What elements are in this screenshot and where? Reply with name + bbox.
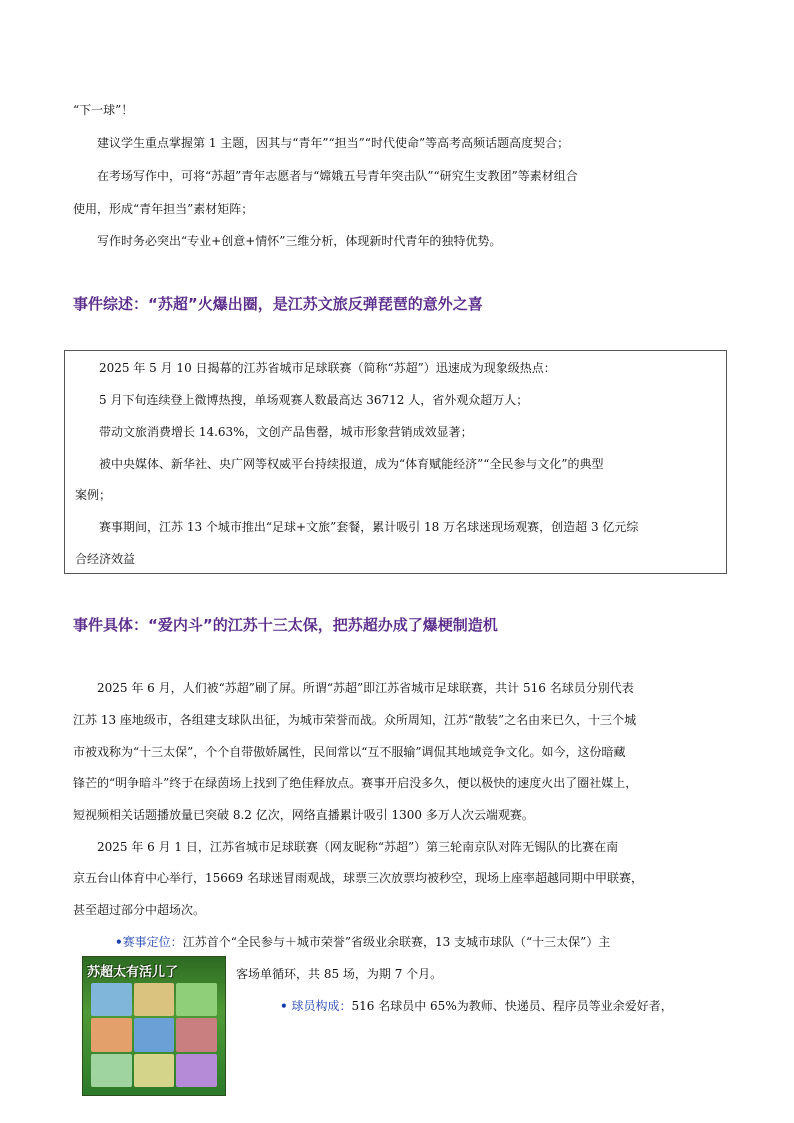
poster-panel [134,1054,175,1087]
section-heading-details: 事件具体：“爱内斗”的江苏十三太保，把苏超办成了爆梗制造机 [73,616,498,634]
bullet-label: 球员构成： [291,999,352,1013]
para2-line-1: 2025 年 6 月 1 日，江苏省城市足球联赛（网友昵称“苏超”）第三轮南京队对阵无锡队的比赛在南 [97,840,619,854]
poster-title: 苏超太有活儿了 [87,965,179,980]
intro-line-5: 写作时务必突出“专业+创意+情怀”三维分析，体现新时代青年的独特优势。 [97,234,502,248]
poster-panel [134,1018,175,1051]
summary-box [64,350,727,574]
intro-line-2: 建议学生重点掌握第 1 主题，因其与“青年”“担当”“时代使命”等高考高频话题高度契合； [97,136,570,150]
summary-line-3: 带动文旅消费增长 14.63%，文创产品售罄，城市形象营销成效显著； [99,425,473,439]
poster-panel [176,1054,217,1087]
intro-line-4: 使用，形成“青年担当”素材矩阵； [73,202,254,216]
bullet-player-composition [280,996,725,1016]
bullet-dot: • [280,999,288,1013]
summary-line-4: 被中央媒体、新华社、央广网等权威平台持续报道，成为“体育赋能经济”“全民参与文化”的典型 [99,457,604,471]
poster-panels [91,983,217,1087]
summary-line-2: 5 月下旬连续登上微博热搜，单场观赛人数最高达 36712 人，省外观众超万人； [99,393,529,407]
bullet-event-position-cont: 客场单循环，共 85 场，为期 7 个月。 [236,967,443,981]
summary-line-5: 案例； [75,488,112,502]
section-heading-overview: 事件综述：“苏超”火爆出圈，是江苏文旅反弹琵琶的意外之喜 [73,295,483,313]
intro-line-3: 在考场写作中，可将“苏超”青年志愿者与“嫦娥五号青年突击队”“研究生支教团”等素材组合 [97,169,578,183]
poster-panel [176,1018,217,1051]
poster-panel [134,983,175,1016]
para2-line-3: 甚至超过部分中超场次。 [73,903,206,917]
bullet-label: 赛事定位： [122,935,183,949]
su-chao-poster-image [82,956,226,1096]
poster-panel [91,983,132,1016]
summary-line-6: 赛事期间，江苏 13 个城市推出“足球+文旅”套餐，累计吸引 18 万名球迷现场观赛，创造超 3 亿元综 [99,520,639,534]
para1-line-5: 短视频相关话题播放量已突破 8.2 亿次，网络直播累计吸引 1300 多万人次云端观赛。 [73,808,534,822]
para1-line-1: 2025 年 6 月，人们被“苏超”刷了屏。所谓“苏超”即江苏省城市足球联赛，共计 516 名球员分别代表 [97,681,634,695]
poster-panel [91,1018,132,1051]
para1-line-4: 锋芒的“明争暗斗”终于在绿茵场上找到了绝佳释放点。赛事开启没多久，便以极快的速度火出了圈社媒上， [73,776,638,790]
bullet-text: 516 名球员中 65%为教师、快递员、程序员等业余爱好者， [351,999,673,1013]
poster-panel [176,983,217,1016]
summary-line-7: 合经济效益 [75,552,136,566]
para2-line-2: 京五台山体育中心举行，15669 名球迷冒雨观战，球票三次放票均被秒空，现场上座率超越同期中甲联赛， [73,871,643,885]
poster-panel [91,1054,132,1087]
para1-line-2: 江苏 13 座地级市，各组建支球队出征，为城市荣誉而战。众所周知，江苏“散装”之名由来已久，十三个城 [73,713,637,727]
bullet-text: 江苏首个“全民参与＋城市荣誉”省级业余联赛，13 支城市球队（“十三太保”）主 [182,935,611,949]
bullet-event-position [115,932,725,952]
para1-line-3: 市被戏称为“十三太保”，个个自带傲娇属性，民间常以“互不服输”调侃其地域竞争文化。如今，这份暗藏 [73,745,626,759]
bullet-dot: • [115,935,123,949]
intro-line-1: “下一球”！ [73,103,134,117]
summary-line-1: 2025 年 5 月 10 日揭幕的江苏省城市足球联赛（简称“苏超”）迅速成为现象级热点： [99,361,556,375]
